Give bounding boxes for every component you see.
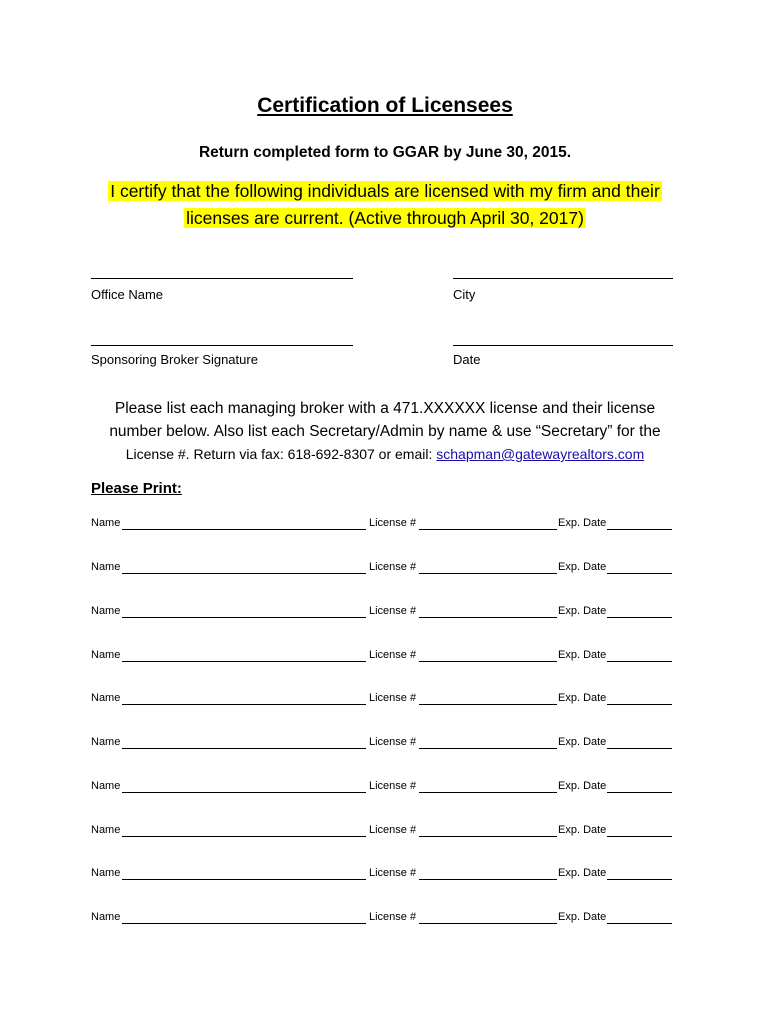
name-label: Name [91, 867, 121, 879]
exp-date-label: Exp. Date [558, 517, 607, 529]
email-link[interactable]: schapman@gatewayrealtors.com [436, 446, 645, 462]
name-field[interactable] [122, 792, 366, 793]
license-field[interactable] [419, 923, 557, 924]
exp-date-label: Exp. Date [558, 561, 607, 573]
license-field[interactable] [419, 836, 557, 837]
license-label: License # [369, 561, 417, 573]
city-line[interactable] [453, 278, 673, 279]
return-instructions: Return completed form to GGAR by June 30, 2015. [198, 144, 572, 161]
name-label: Name [91, 736, 121, 748]
name-field[interactable] [122, 836, 366, 837]
license-field[interactable] [419, 704, 557, 705]
licensee-row [91, 605, 681, 621]
license-label: License # [369, 649, 417, 661]
licensee-row [91, 649, 681, 665]
certify-line-1: I certify that the following individuals are licensed with my firm and their [110, 181, 660, 201]
exp-date-field[interactable] [607, 573, 672, 574]
license-label: License # [369, 824, 417, 836]
license-field[interactable] [419, 792, 557, 793]
exp-date-field[interactable] [607, 617, 672, 618]
license-label: License # [369, 692, 417, 704]
license-field[interactable] [419, 529, 557, 530]
name-label: Name [91, 561, 121, 573]
broker-signature-line[interactable] [91, 345, 353, 346]
exp-date-field[interactable] [607, 661, 672, 662]
licensee-row [91, 517, 681, 533]
instructions-line-2: number below. Also list each Secretary/Admin by name & use “Secretary” for the [109, 422, 661, 440]
exp-date-label: Exp. Date [558, 780, 607, 792]
license-label: License # [369, 517, 417, 529]
city-label: City [453, 287, 476, 302]
name-field[interactable] [122, 748, 366, 749]
licensee-row [91, 780, 681, 796]
licensee-row [91, 867, 681, 883]
exp-date-field[interactable] [607, 748, 672, 749]
license-label: License # [369, 605, 417, 617]
licensee-row [91, 692, 681, 708]
instructions [85, 398, 685, 467]
exp-date-field[interactable] [607, 529, 672, 530]
instructions-line-1: Please list each managing broker with a 471.XXXXXX license and their license [114, 400, 656, 417]
certify-line-2: licenses are current. (Active through April 30, 2017) [186, 208, 584, 228]
exp-date-label: Exp. Date [558, 736, 607, 748]
name-field[interactable] [122, 573, 366, 574]
name-label: Name [91, 605, 121, 617]
exp-date-label: Exp. Date [558, 911, 607, 923]
exp-date-field[interactable] [607, 792, 672, 793]
name-field[interactable] [122, 879, 366, 880]
office-name-label: Office Name [91, 287, 164, 302]
license-field[interactable] [419, 617, 557, 618]
name-field[interactable] [122, 617, 366, 618]
broker-signature-label: Sponsoring Broker Signature [91, 352, 258, 367]
exp-date-label: Exp. Date [558, 824, 607, 836]
license-label: License # [369, 780, 417, 792]
license-label: License # [369, 911, 417, 923]
license-field[interactable] [419, 573, 557, 574]
exp-date-label: Exp. Date [558, 867, 607, 879]
exp-date-field[interactable] [607, 836, 672, 837]
name-field[interactable] [122, 529, 366, 530]
license-field[interactable] [419, 661, 557, 662]
name-label: Name [91, 824, 121, 836]
exp-date-label: Exp. Date [558, 649, 607, 661]
instructions-line-3: License #. Return via fax: 618-692-8307 or email: [125, 446, 437, 462]
certification-statement [90, 178, 680, 232]
licensee-row [91, 736, 681, 752]
form-title: Certification of Licensees [257, 94, 513, 117]
name-field[interactable] [122, 661, 366, 662]
name-label: Name [91, 692, 121, 704]
name-label: Name [91, 780, 121, 792]
please-print-heading: Please Print: [91, 480, 182, 497]
name-field[interactable] [122, 704, 366, 705]
date-label: Date [453, 352, 481, 367]
name-label: Name [91, 911, 121, 923]
exp-date-field[interactable] [607, 704, 672, 705]
exp-date-field[interactable] [607, 879, 672, 880]
license-field[interactable] [419, 879, 557, 880]
name-label: Name [91, 517, 121, 529]
exp-date-label: Exp. Date [558, 692, 607, 704]
licensee-row [91, 824, 681, 840]
license-label: License # [369, 867, 417, 879]
licensee-row [91, 561, 681, 577]
office-name-line[interactable] [91, 278, 353, 279]
exp-date-field[interactable] [607, 923, 672, 924]
licensee-row [91, 911, 681, 927]
name-field[interactable] [122, 923, 366, 924]
exp-date-label: Exp. Date [558, 605, 607, 617]
name-label: Name [91, 649, 121, 661]
license-field[interactable] [419, 748, 557, 749]
license-label: License # [369, 736, 417, 748]
date-line[interactable] [453, 345, 673, 346]
